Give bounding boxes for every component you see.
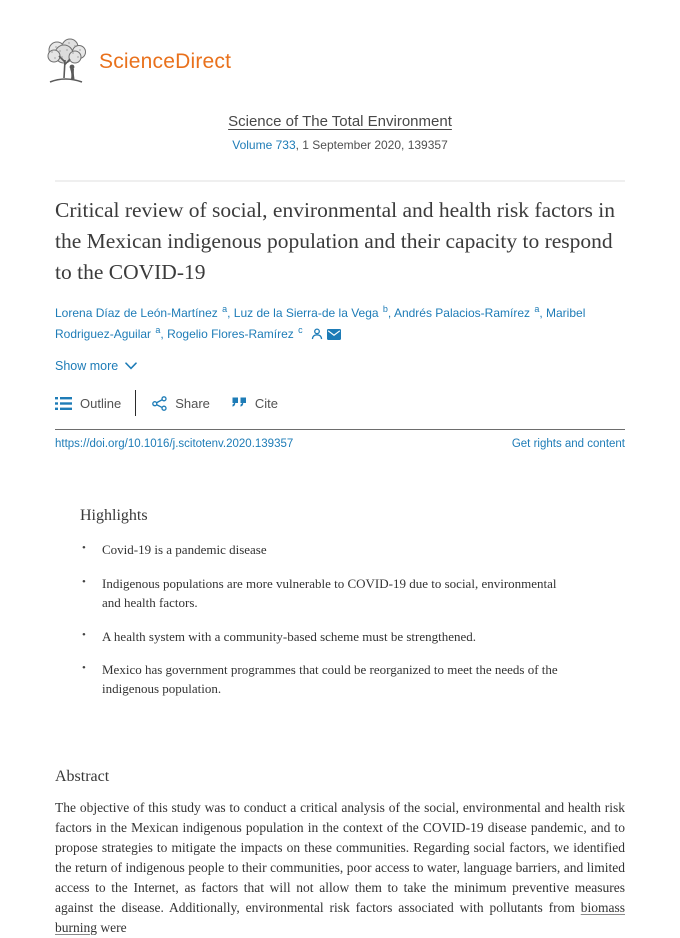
action-divider [135,390,136,416]
article-title: Critical review of social, environmental and health risk factors in the Mexican indigenous population and their capacity to respond to the COVID-19 [55,198,616,285]
email-envelope-icon[interactable] [327,329,341,340]
biomass-burning-term-link[interactable]: biomass burning [55,900,625,935]
share-icon [152,396,167,411]
highlight-list [80,541,560,699]
highlight-item: • A health system with a community-based scheme must be strengthened. [80,628,560,647]
author-link[interactable]: Rogelio Flores-Ramírez $^c$ [167,325,303,342]
journal-title-link[interactable]: Science of The Total Environment [228,113,452,130]
issue-info: , 1 September 2020, 139357 [295,138,448,152]
share-button[interactable] [152,396,210,411]
journal-block [0,113,680,152]
share-label: Share [175,395,210,411]
author-separator: , [160,327,168,342]
abstract-text-before: The objective of this study was to conduct a critical analysis of the social, environmental and health risk factors in the Mexican indigenous population in the context of the COVID-19 disease pandemic, and to propose strategies to mitigate the impacts on these communities. Regarding social factors, we identified the return of indigenous people to their communities, poor access to water, language barriers, and limited access to the Internet, as factors that will not allow them to take the minimum preventive measures against the disease. Additionally, environmental risk factors associated with pollutants from [55,800,625,916]
abstract-text-after: were [97,919,127,935]
doi-row [0,430,680,450]
outline-list-icon [55,396,72,411]
author-separator: , [539,305,547,320]
chevron-down-icon [125,362,137,370]
outline-label: Outline [80,395,122,411]
show-more-label: Show more [55,359,119,374]
abstract-heading: Abstract [55,768,110,786]
abstract-section [55,768,625,938]
volume-link[interactable]: Volume 733 [232,138,296,152]
highlight-item: • Covid-19 is a pandemic disease [80,541,560,560]
abstract-paragraph [55,798,625,938]
highlights-section [80,507,560,699]
author-list [55,302,625,346]
action-bar [55,390,625,416]
rights-and-content-link[interactable]: Get rights and content [511,438,625,451]
cite-label: Cite [254,395,279,411]
doi-link[interactable]: https://doi.org/10.1016/j.scitotenv.2020.139357 [55,438,294,451]
outline-button[interactable] [55,396,121,411]
highlight-item: • Indigenous populations are more vulnerable to COVID-19 due to social, environmental and health factors. [80,575,560,613]
highlights-heading: Highlights [80,507,148,525]
journal-issue-line [0,138,680,152]
author-link[interactable]: Luz de la Sierra-de la Vega $^b$ [233,303,388,320]
sciencedirect-wordmark[interactable]: ScienceDirect [99,50,232,73]
cite-quote-icon [232,397,247,409]
highlight-item: • Mexico has government programmes that could be reorganized to meet the needs of the indigenous population. [80,661,560,699]
author-separator: , [227,305,234,320]
author-profile-icon[interactable] [311,328,323,340]
cite-button[interactable] [232,396,278,411]
show-more-button[interactable] [55,359,137,373]
author-link[interactable]: Andrés Palacios-Ramírez $^a$ [393,303,540,320]
author-link[interactable]: Lorena Díaz de León-Martínez $^a$ [55,303,228,320]
author-separator: , [387,305,394,320]
author-link[interactable]: Maribel Rodriguez-Aguilar $^a$ [55,305,586,342]
header-divider [55,180,625,182]
site-header [0,0,680,86]
elsevier-tree-logo-icon[interactable] [42,38,89,86]
